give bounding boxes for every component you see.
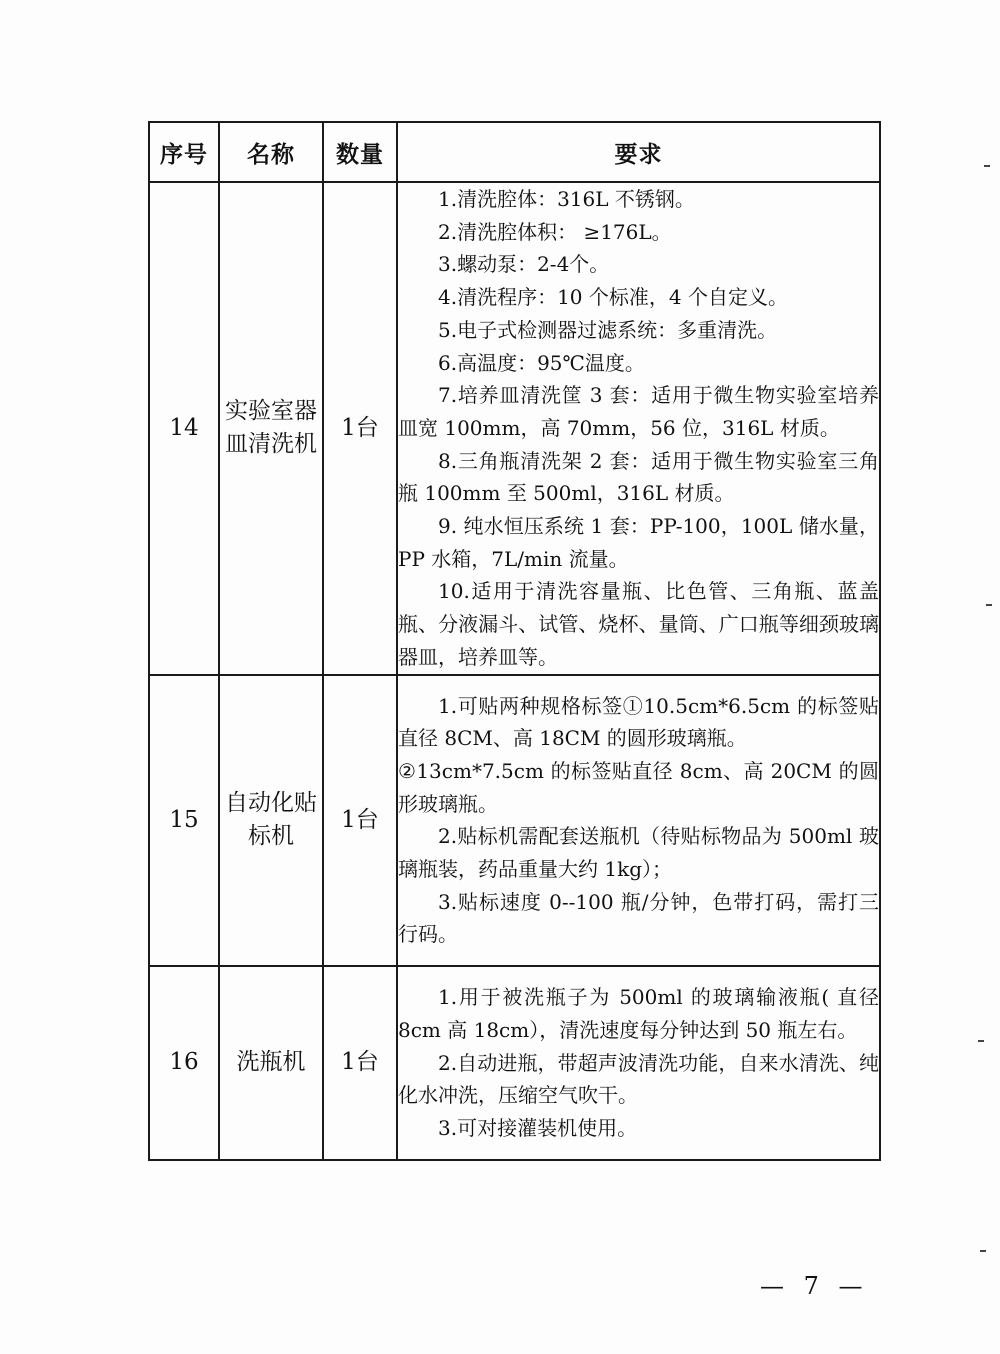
equipment-spec-table <box>148 121 881 1161</box>
requirement-line: 2.贴标机需配套送瓶机（待贴标物品为 500ml 玻璃瓶装，药品重量大约 1kg）； <box>398 824 879 882</box>
requirement-line: 4.清洗程序：10 个标准，4 个自定义。 <box>438 285 788 310</box>
scan-artifact <box>986 604 992 606</box>
requirement-line: 6.高温度：95℃温度。 <box>438 350 645 375</box>
requirement-line: 1.用于被洗瓶子为 500ml 的玻璃输液瓶( 直径 8cm 高 18cm），清洗速度每分钟达到 50 瓶左右。 <box>398 985 879 1042</box>
row-qty: 1台 <box>323 675 397 967</box>
page-number: — 7 — <box>760 1272 869 1300</box>
requirement-line: 7.培养皿清洗筐 3 套：适用于微生物实验室培养皿宽 100mm，高 70mm，56 位，316L 材质。 <box>398 383 879 440</box>
requirement-line: 3.螺动泵：2-4个。 <box>438 252 610 277</box>
requirement-line: 2.清洗腔体积： ≥176L。 <box>438 219 672 244</box>
row-name: 洗瓶机 <box>219 966 323 1160</box>
requirement-line: 8.三角瓶清洗架 2 套：适用于微生物实验室三角瓶 100mm 至 500ml，316L 材质。 <box>398 448 879 506</box>
requirement-line: ②13cm*7.5cm 的标签贴直径 8cm、高 20CM 的圆形玻璃瓶。 <box>398 758 879 816</box>
requirement-line: 9. 纯水恒压系统 1 套：PP-100，100L 储水量，PP 水箱，7L/min 流量。 <box>398 514 879 571</box>
row-seq: 14 <box>149 182 219 675</box>
requirement-line: 1.清洗腔体：316L 不锈钢。 <box>438 187 695 211</box>
row-name: 自动化贴标机 <box>219 675 323 967</box>
header-requirements: 要求 <box>397 122 880 182</box>
table-row <box>149 675 880 967</box>
row-requirements <box>397 966 880 1160</box>
header-name: 名称 <box>219 122 323 182</box>
row-seq: 16 <box>149 966 219 1160</box>
table-row <box>149 966 880 1160</box>
requirement-line: 10.适用于清洗容量瓶、比色管、三角瓶、蓝盖瓶、分液漏斗、试管、烧杯、量筒、广口瓶等细颈玻璃器皿，培养皿等。 <box>398 579 879 669</box>
scan-artifact <box>984 165 990 167</box>
row-qty: 1台 <box>323 966 397 1160</box>
header-qty: 数量 <box>323 122 397 182</box>
requirement-line: 3.贴标速度 0--100 瓶/分钟，色带打码，需打三行码。 <box>398 889 879 947</box>
header-seq: 序号 <box>149 122 219 182</box>
row-requirements <box>397 182 880 675</box>
row-qty: 1台 <box>323 182 397 675</box>
scan-artifact <box>978 1040 984 1042</box>
requirement-line: 5.电子式检测器过滤系统：多重清洗。 <box>438 317 778 342</box>
scan-artifact <box>980 1250 986 1252</box>
requirement-line: 1.可贴两种规格标签①10.5cm*6.5cm 的标签贴直径 8CM、高 18CM 的圆形玻璃瓶。 <box>398 693 879 751</box>
row-requirements <box>397 675 880 967</box>
row-name: 实验室器皿清洗机 <box>219 182 323 675</box>
requirement-line: 2.自动进瓶，带超声波清洗功能，自来水清洗、纯化水冲洗，压缩空气吹干。 <box>398 1050 879 1108</box>
table-header-row <box>149 122 880 182</box>
table-row <box>149 182 880 675</box>
requirement-line: 3.可对接灌装机使用。 <box>438 1115 638 1140</box>
row-seq: 15 <box>149 675 219 967</box>
